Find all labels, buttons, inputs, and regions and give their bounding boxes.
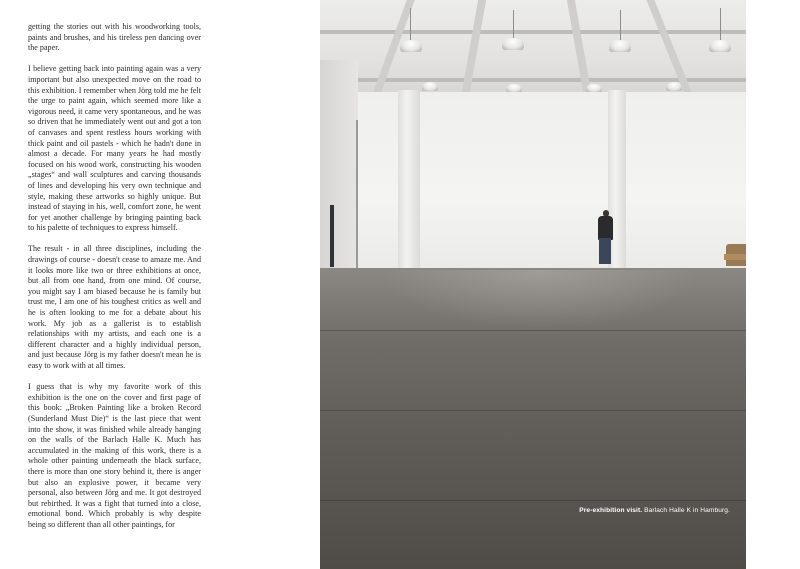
ceiling-lamp <box>586 84 602 92</box>
paragraph: I guess that is why my favorite work of this exhibition is the one on the cover and first page of this book: „Broken Painting like a broken Record (Sunderland Must Die)“ is the last piece that went into the show, it was finished while already hanging on the walls of the Barlach Halle K. Much has accumulated in the making of this work, there is a whole other painting underneath the black surface, there is more than one story behind it, there is anger but also an explosive power, it became very personal, also between Jörg and me. It got destroyed but rebirthed. It was a fight that turned into a close, emotional bond. Which probably is why despite being so different than all other paintings, for <box>28 382 201 529</box>
article-text-column <box>28 22 201 541</box>
ceiling-lamp <box>609 40 631 52</box>
ceiling-lamp <box>666 82 682 91</box>
ceiling-lamp <box>422 82 438 91</box>
ceiling-lamp <box>506 84 522 92</box>
photo-caption <box>579 507 730 514</box>
ceiling-lamp <box>709 40 731 52</box>
wall-edge <box>356 120 358 268</box>
paragraph: I believe getting back into painting again was a very important but also unexpected move on the road to this exhibition. I remember when Jörg told me he felt the urge to paint again, which seemed more like a vigorous need, it came very spontaneous, and he was so driven that he immediately went out and got a ton of canvases and spent restless hours working with thick paint and oil pastels - which he hadn't done in almost a decade. For many years he had mostly focused on his wood work, constructing his wooden „stages“ and wall sculptures and carving thousands of lines and developing his very own technique and style, making these artworks so highly unique. But instead of staying in his, well, comfort zone, he went for yet another challenge by bringing painting back to his palette of techniques to express himself. <box>28 64 201 233</box>
caption-text: Barlach Halle K in Hamburg. <box>642 507 730 514</box>
ceiling-lamp <box>400 40 422 52</box>
paragraph: The result - in all three disciplines, including the drawings of course - doesn't cease to amaze me. And it looks more like two or three exhibitions at once, but all from one hand, from one mind. Of course, you might say I am biased because he is family but trust me, I am one of his toughest critics as well and he is often looking to me for a debate about his work. My job as a gallerist is to establish relationships with my artists, and each one is a different character and a highly individual person, and just because Jörg is my father doesn't mean he is easy to work with at all times. <box>28 244 201 370</box>
pillar <box>398 90 420 270</box>
caption-bold: Pre-exhibition visit. <box>579 507 643 514</box>
ceiling-lamp <box>502 38 524 50</box>
doorway <box>330 205 334 267</box>
ceiling-beam <box>320 30 746 34</box>
gallery-hall-photo <box>320 0 746 569</box>
left-wall <box>320 60 358 280</box>
paragraph: getting the stories out with his woodworking tools, paints and brushes, and his tireless pen dancing over the paper. <box>28 22 201 53</box>
